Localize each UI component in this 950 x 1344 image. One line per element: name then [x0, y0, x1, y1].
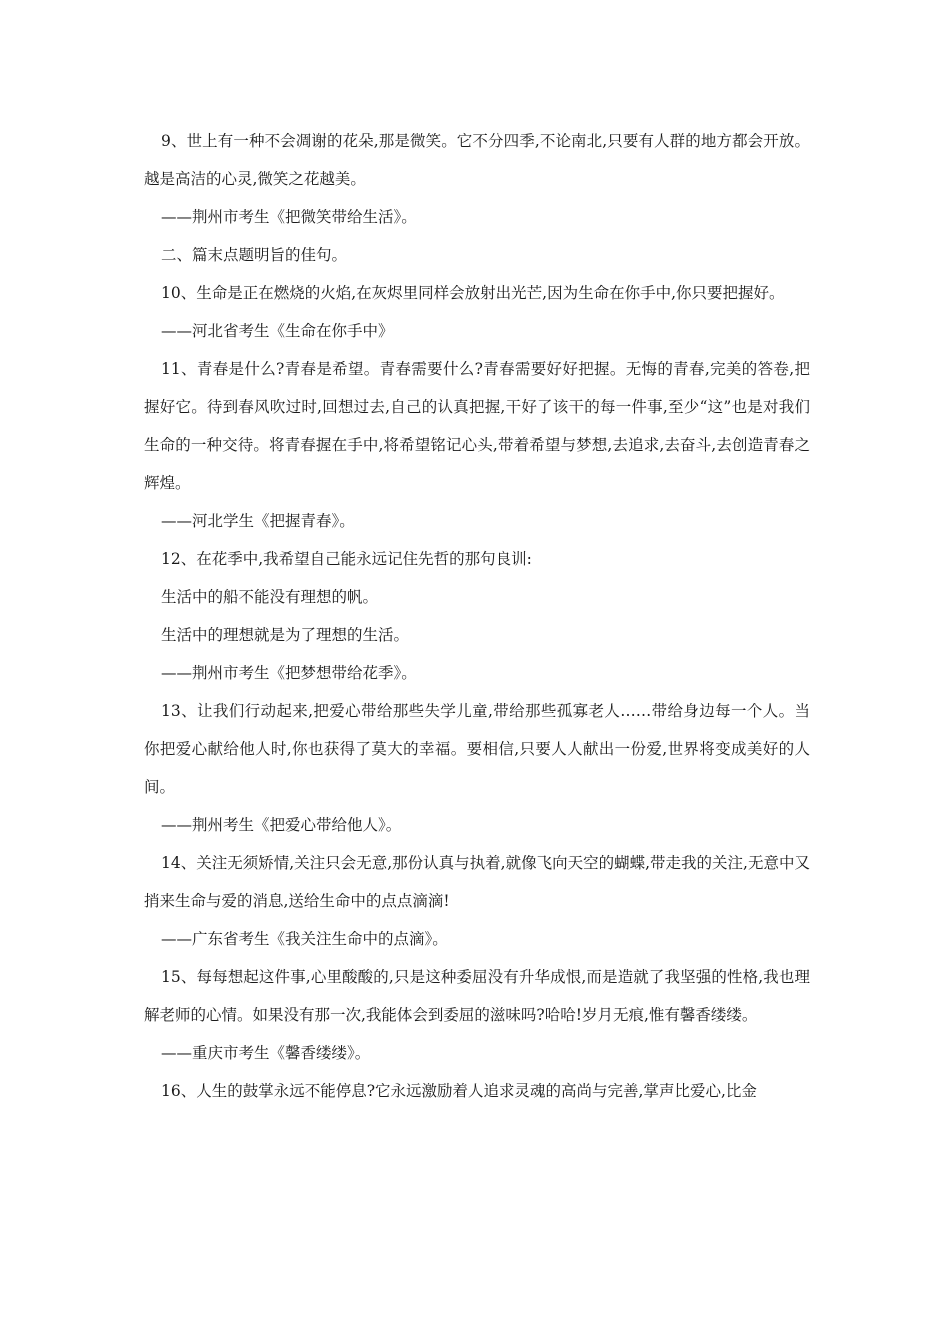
attribution-12: ——荆州市考生《把梦想带给花季》。 — [161, 664, 417, 682]
paragraph-10: 10、生命是正在燃烧的火焰,在灰烬里同样会放射出光芒,因为生命在你手中,你只要把握好。 — [161, 284, 785, 302]
attribution-14: ——广东省考生《我关注生命中的点滴》。 — [161, 930, 448, 948]
attribution-15: ——重庆市考生《馨香缕缕》。 — [161, 1044, 371, 1062]
paragraph-13: 13、让我们行动起来,把爱心带给那些失学儿童,带给那些孤寡老人……带给身边每一个人。当你把爱心献给他人时,你也获得了莫大的幸福。要相信,只要人人献出一份爱,世界将变成美好的人间。 — [144, 702, 810, 796]
section-heading-2: 二、篇末点题明旨的佳句。 — [161, 246, 348, 264]
attribution-9: ——荆州市考生《把微笑带给生活》。 — [161, 208, 417, 226]
paragraph-12-line-2: 生活中的理想就是为了理想的生活。 — [161, 626, 410, 644]
paragraph-12-line-1: 生活中的船不能没有理想的帆。 — [161, 588, 379, 606]
paragraph-16: 16、人生的鼓掌永远不能停息?它永远激励着人追求灵魂的高尚与完善,掌声比爱心,比金 — [161, 1082, 757, 1100]
attribution-11: ——河北学生《把握青春》。 — [161, 512, 355, 530]
paragraph-15: 15、每每想起这件事,心里酸酸的,只是这种委屈没有升华成恨,而是造就了我坚强的性格,我也理解老师的心情。如果没有那一次,我能体会到委屈的滋味吗?哈哈!岁月无痕,惟有馨香缕缕。 — [144, 968, 810, 1024]
paragraph-12: 12、在花季中,我希望自己能永远记住先哲的那句良训: — [161, 550, 532, 568]
paragraph-14: 14、关注无须矫情,关注只会无意,那份认真与执着,就像飞向天空的蝴蝶,带走我的关注,无意中又捎来生命与爱的消息,送给生命中的点点滴滴! — [144, 854, 810, 910]
paragraph-11: 11、青春是什么?青春是希望。青春需要什么?青春需要好好把握。无悔的青春,完美的答卷,把握好它。待到春风吹过时,回想过去,自己的认真把握,干好了该干的每一件事,至少“这”也是对我们生命的一种交待。将青春握在手中,将希望铭记心头,带着希望与梦想,去追求,去奋斗,去创造青春之辉煌。 — [144, 360, 810, 492]
paragraph-9: 9、世上有一种不会凋谢的花朵,那是微笑。它不分四季,不论南北,只要有人群的地方都会开放。越是高洁的心灵,微笑之花越美。 — [144, 132, 810, 188]
attribution-10: ——河北省考生《生命在你手中》 — [161, 322, 394, 340]
attribution-13: ——荆州考生《把爱心带给他人》。 — [161, 816, 402, 834]
